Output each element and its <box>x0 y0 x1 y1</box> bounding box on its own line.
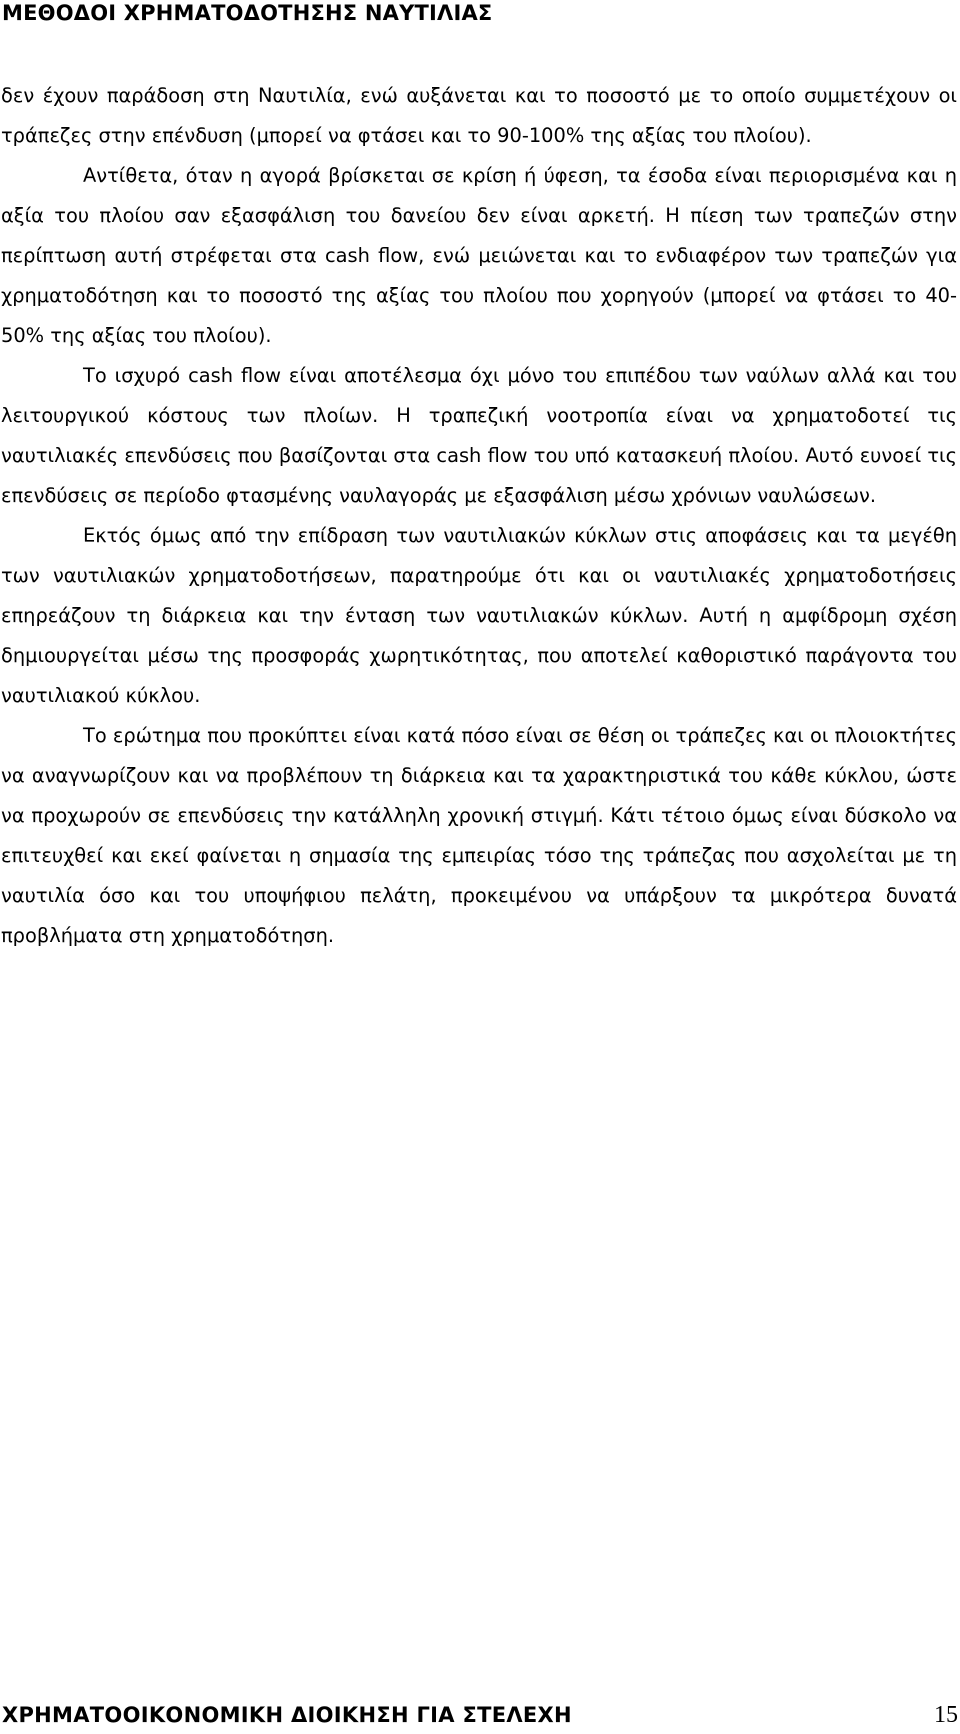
page-header <box>2 0 942 26</box>
page-number: 15 <box>934 1702 958 1728</box>
paragraph-crisis: Αντίθετα, όταν η αγορά βρίσκεται σε κρίση ή ύφεση, τα έσοδα είναι περιορισμένα και η αξία του πλοίου σαν εξασφάλιση του δανείου δεν είναι αρκετή. Η πίεση των τραπεζών στην περίπτωση αυτή στρέφεται στα cash flow, ενώ μειώνεται και το ενδιαφέρον των τραπεζών για χρηματοδότηση και το ποσοστό της αξίας του πλοίου που χορηγούν (μπορεί να φτάσει το 40-50% της αξίας του πλοίου). <box>1 164 957 347</box>
paragraph-question: Το ερώτημα που προκύπτει είναι κατά πόσο είναι σε θέση οι τράπεζες και οι πλοιοκτήτες να αναγνωρίζουν και να προβλέπουν τη διάρκεια και τα χαρακτηριστικά του κάθε κύκλου, ώστε να προχωρούν σε επενδύσεις την κατάλληλη χρονική στιγμή. Κάτι τέτοιο όμως είναι δύσκολο να επιτευχθεί και εκεί φαίνεται η σημασία της εμπειρίας τόσο της τράπεζας που ασχολείται με τη ναυτιλία όσο και του υποψήφιου πελάτη, προκειμένου να υπάρξουν τα μικρότερα δυνατά προβλήματα στη χρηματοδότηση. <box>1 724 957 947</box>
paragraph-continuation: δεν έχουν παράδοση στη Ναυτιλία, ενώ αυξάνεται και το ποσοστό με το οποίο συμμετέχουν οι τράπεζες στην επένδυση (μπορεί να φτάσει και το 90-100% της αξίας του πλοίου). <box>1 84 957 147</box>
header-title: ΜΕΘΟΔΟΙ ΧΡΗΜΑΤΟΔΟΤΗΣΗΣ ΝΑΥΤΙΛΙΑΣ <box>2 1 493 25</box>
footer-title: ΧΡΗΜΑΤΟΟΙΚΟΝΟΜΙΚΗ ΔΙΟΙΚΗΣΗ ΓΙΑ ΣΤΕΛΕΧΗ <box>2 1703 572 1727</box>
document-body <box>1 76 957 956</box>
paragraph-cycles: Εκτός όμως από την επίδραση των ναυτιλιακών κύκλων στις αποφάσεις και τα μεγέθη των ναυτιλιακών χρηματοδοτήσεων, παρατηρούμε ότι και οι ναυτιλιακές χρηματοδοτήσεις επηρεάζουν τη διάρκεια και την ένταση των ναυτιλιακών κύκλων. Αυτή η αμφίδρομη σχέση δημιουργείται μέσω της προσφοράς χωρητικότητας, που αποτελεί καθοριστικό παράγοντα του ναυτιλιακού κύκλου. <box>1 524 957 707</box>
page-footer <box>2 1701 958 1731</box>
paragraph-cash-flow: Το ισχυρό cash flow είναι αποτέλεσμα όχι μόνο του επιπέδου των ναύλων αλλά και του λειτουργικού κόστους των πλοίων. Η τραπεζική νοοτροπία είναι να χρηματοδοτεί τις ναυτιλιακές επενδύσεις που βασίζονται στα cash flow του υπό κατασκευή πλοίου. Αυτό ευνοεί τις επενδύσεις σε περίοδο φτασμένης ναυλαγοράς με εξασφάλιση μέσω χρόνιων ναυλώσεων. <box>1 364 957 507</box>
